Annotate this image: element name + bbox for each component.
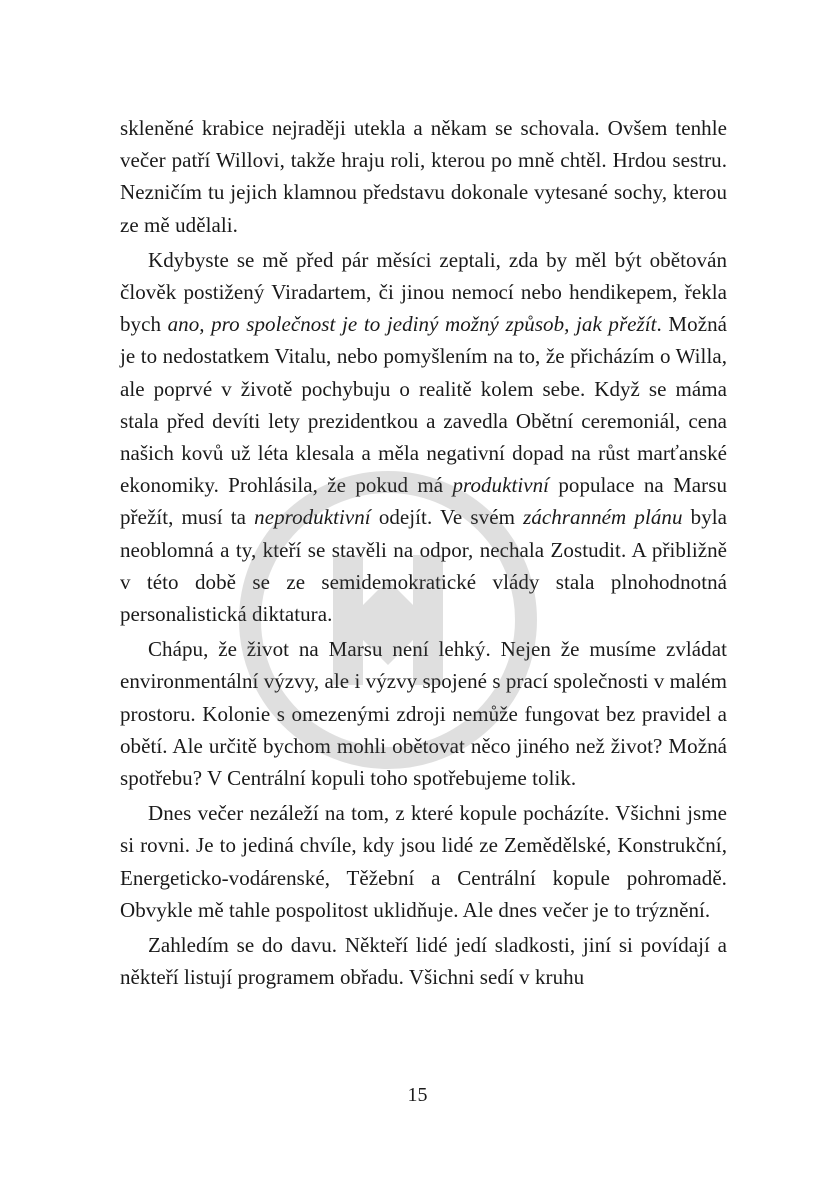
italic-text: produktivní bbox=[452, 473, 550, 498]
paragraph bbox=[120, 797, 727, 926]
text-run: Kdybyste se mě před pár měsíci zeptali, zda by měl být obětován člověk postižený Viradartem, či jinou nemocí nebo hendikepem, řekla bych bbox=[120, 247, 727, 337]
text-run: Dnes večer nezáleží na tom, z které kopule pocházíte. Všichni jsme si rovni. Je to jediná chvíle, kdy jsou lidé ze Zemědělské, Konstrukční, Energeticko-vodárenské, Těžební a Centrální kopule pohromadě. Obvykle mě tahle pospolitost uklidňuje. Ale dnes večer je to trýznění. bbox=[120, 801, 727, 922]
paragraph bbox=[120, 244, 727, 630]
text-run: skleněné krabice nejraději utekla a někam se schovala. Ovšem tenhle večer patří Willovi, takže hraju roli, kterou po mně chtěl. Hrdou sestru. Nezničím tu jejich klamnou představu dokonale vytesané sochy, kterou ze mě udělali. bbox=[120, 116, 727, 237]
text-run: populace na Marsu přežít, musí ta bbox=[120, 473, 727, 530]
text-run: . Možná je to nedostatkem Vitalu, nebo pomyšlením na to, že přicházím o Willa, ale poprvé v životě pochybuju o realitě kolem sebe. Když se máma stala před devíti lety prezidentkou a zavedla Obětní ceremoniál, cena našich kovů už léta klesala a měla negativní dopad na růst marťanské ekonomiky. Prohlásila, že pokud má bbox=[120, 312, 727, 498]
italic-text: ano, pro společnost je to jediný možný způsob, jak přežít bbox=[167, 312, 657, 337]
book-page-text bbox=[120, 112, 727, 993]
italic-text: záchranném plánu bbox=[523, 505, 683, 530]
text-run: Zahledím se do davu. Někteří lidé jedí sladkosti, jiní si povídají a někteří listují programem obřadu. Všichni sedí v kruhu bbox=[120, 933, 727, 990]
page-number: 15 bbox=[407, 1084, 428, 1106]
paragraph bbox=[120, 112, 727, 241]
paragraph bbox=[120, 929, 727, 993]
italic-text: neproduktivní bbox=[254, 505, 371, 530]
paragraph bbox=[120, 633, 727, 794]
text-run: Chápu, že život na Marsu není lehký. Nejen že musíme zvládat environmentální výzvy, ale i výzvy spojené s prací společnosti v malém prostoru. Kolonie s omezenými zdroji nemůže fungovat bez pravidel a obětí. Ale určitě bychom mohli obětovat něco jiného než život? Možná spotřebu? V Centrální kopuli toho spotřebujeme tolik. bbox=[120, 637, 727, 791]
text-run: byla neoblomná a ty, kteří se stavěli na odpor, nechala Zostudit. A přibližně v této době se ze semidemokratické vlády stala plnohodnotná personalistická diktatura. bbox=[120, 505, 728, 627]
text-run: odejít. Ve svém bbox=[370, 505, 524, 530]
